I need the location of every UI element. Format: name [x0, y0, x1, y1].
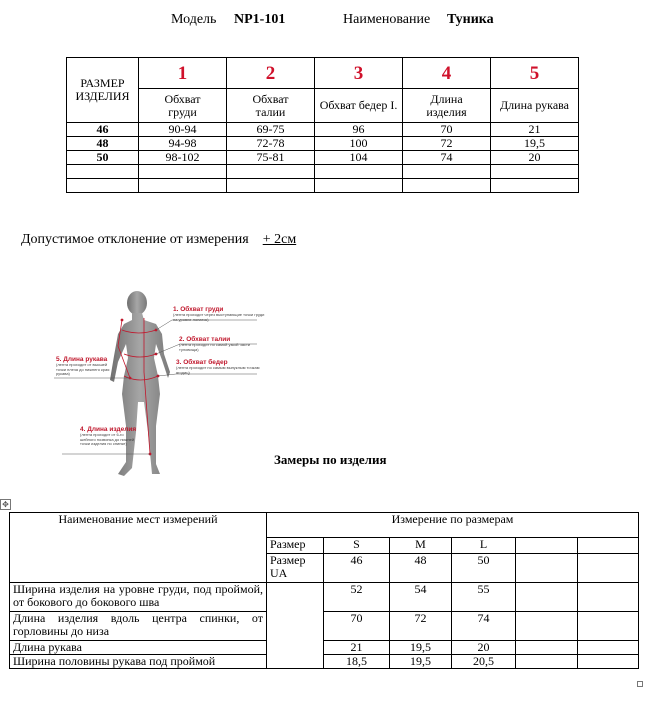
value-cell: 70	[403, 123, 491, 137]
measure-value: 19,5	[390, 641, 452, 655]
measure-value: 20	[452, 641, 516, 655]
size-ua-label: Размер UA	[267, 554, 324, 583]
size-ua-value: 48	[390, 554, 452, 583]
measure-number-4: 4	[403, 58, 491, 89]
place-name: Длина рукава	[10, 641, 267, 655]
name-value: Туника	[447, 12, 494, 27]
empty-row	[67, 165, 579, 179]
value-cell: 94-98	[139, 137, 227, 151]
measure-value: 55	[452, 583, 516, 612]
measurement-table	[9, 512, 639, 669]
measure-value: 18,5	[324, 655, 390, 669]
sizes-header: Измерение по размерам	[267, 513, 639, 538]
name-label: Наименование	[343, 12, 431, 27]
header-length: Длина изделия	[403, 89, 491, 123]
measure-number-1: 1	[139, 58, 227, 89]
value-cell: 98-102	[139, 151, 227, 165]
value-cell: 72	[403, 137, 491, 151]
size-ua-value: 46	[324, 554, 390, 583]
model-value: NP1-101	[234, 12, 286, 27]
value-cell: 21	[491, 123, 579, 137]
size-letter-m: M	[390, 538, 452, 554]
size-letter-s: S	[324, 538, 390, 554]
table-row	[67, 151, 579, 165]
measure-value: 52	[324, 583, 390, 612]
caption-waist: 2. Обхват талии (лента проходит по самой узкой части туловища)	[179, 336, 251, 352]
table-row	[10, 655, 639, 669]
caption-length: 4. Длина изделия (лента проходит от 6-го шейного позвонка до нижней точки изделия по спинке)	[80, 426, 137, 446]
caption-hips: 3. Обхват бедер (лента проходит по самым выпуклым точкам ягодиц)	[176, 359, 260, 375]
value-cell: 96	[315, 123, 403, 137]
empty-row	[67, 179, 579, 193]
section-subtitle: Замеры по изделия	[274, 452, 387, 467]
table-row	[10, 612, 639, 641]
table-row	[10, 583, 639, 612]
value-cell: 69-75	[227, 123, 315, 137]
measure-number-5: 5	[491, 58, 579, 89]
size-cell: 46	[67, 123, 139, 137]
value-cell: 19,5	[491, 137, 579, 151]
measurement-figure	[52, 286, 270, 478]
model-label: Модель	[171, 12, 217, 27]
place-name: Длина изделия вдоль центра спинки, от горловины до низа	[10, 612, 267, 641]
header-waist: Обхват талии	[227, 89, 315, 123]
document-header	[0, 12, 648, 32]
tolerance-value: + 2см	[262, 232, 297, 247]
measure-value: 70	[324, 612, 390, 641]
size-table	[66, 57, 579, 193]
size-ua-value: 50	[452, 554, 516, 583]
value-cell: 20	[491, 151, 579, 165]
table-move-handle-icon[interactable]: ✥	[0, 499, 11, 510]
caption-sleeve: 5. Длина рукава (лента проходит от высшей точки плеча до нижнего края рукава)	[56, 356, 110, 376]
value-cell: 74	[403, 151, 491, 165]
place-name: Ширина изделия на уровне груди, под проймой, от бокового до бокового шва	[10, 583, 267, 612]
measure-value: 74	[452, 612, 516, 641]
value-cell: 104	[315, 151, 403, 165]
value-cell: 75-81	[227, 151, 315, 165]
value-cell: 90-94	[139, 123, 227, 137]
size-corner-label: РАЗМЕР ИЗДЕЛИЯ	[67, 58, 139, 123]
size-label: Размер	[267, 538, 324, 554]
header-sleeve: Длина рукава	[491, 89, 579, 123]
size-letter-l: L	[452, 538, 516, 554]
header-chest: Обхват груди	[139, 89, 227, 123]
measure-value: 72	[390, 612, 452, 641]
table-row	[67, 137, 579, 151]
value-cell: 100	[315, 137, 403, 151]
measure-number-2: 2	[227, 58, 315, 89]
table-row	[10, 641, 639, 655]
measure-value: 54	[390, 583, 452, 612]
size-cell: 50	[67, 151, 139, 165]
measure-value: 21	[324, 641, 390, 655]
header-hips: Обхват бедер I.	[315, 89, 403, 123]
size-cell: 48	[67, 137, 139, 151]
table-resize-handle-icon[interactable]	[637, 681, 643, 687]
caption-chest: 1. Обхват груди (лента проходит через выступающие точки груди на уровне лопаток)	[173, 306, 265, 322]
measure-value: 19,5	[390, 655, 452, 669]
measure-value: 20,5	[452, 655, 516, 669]
tolerance-text: Допустимое отклонение от измерения	[21, 232, 249, 247]
measure-number-3: 3	[315, 58, 403, 89]
table-row	[67, 123, 579, 137]
value-cell: 72-78	[227, 137, 315, 151]
places-header: Наименование мест измерений	[10, 513, 267, 583]
place-name: Ширина половины рукава под проймой	[10, 655, 267, 669]
tolerance-line	[21, 232, 296, 248]
